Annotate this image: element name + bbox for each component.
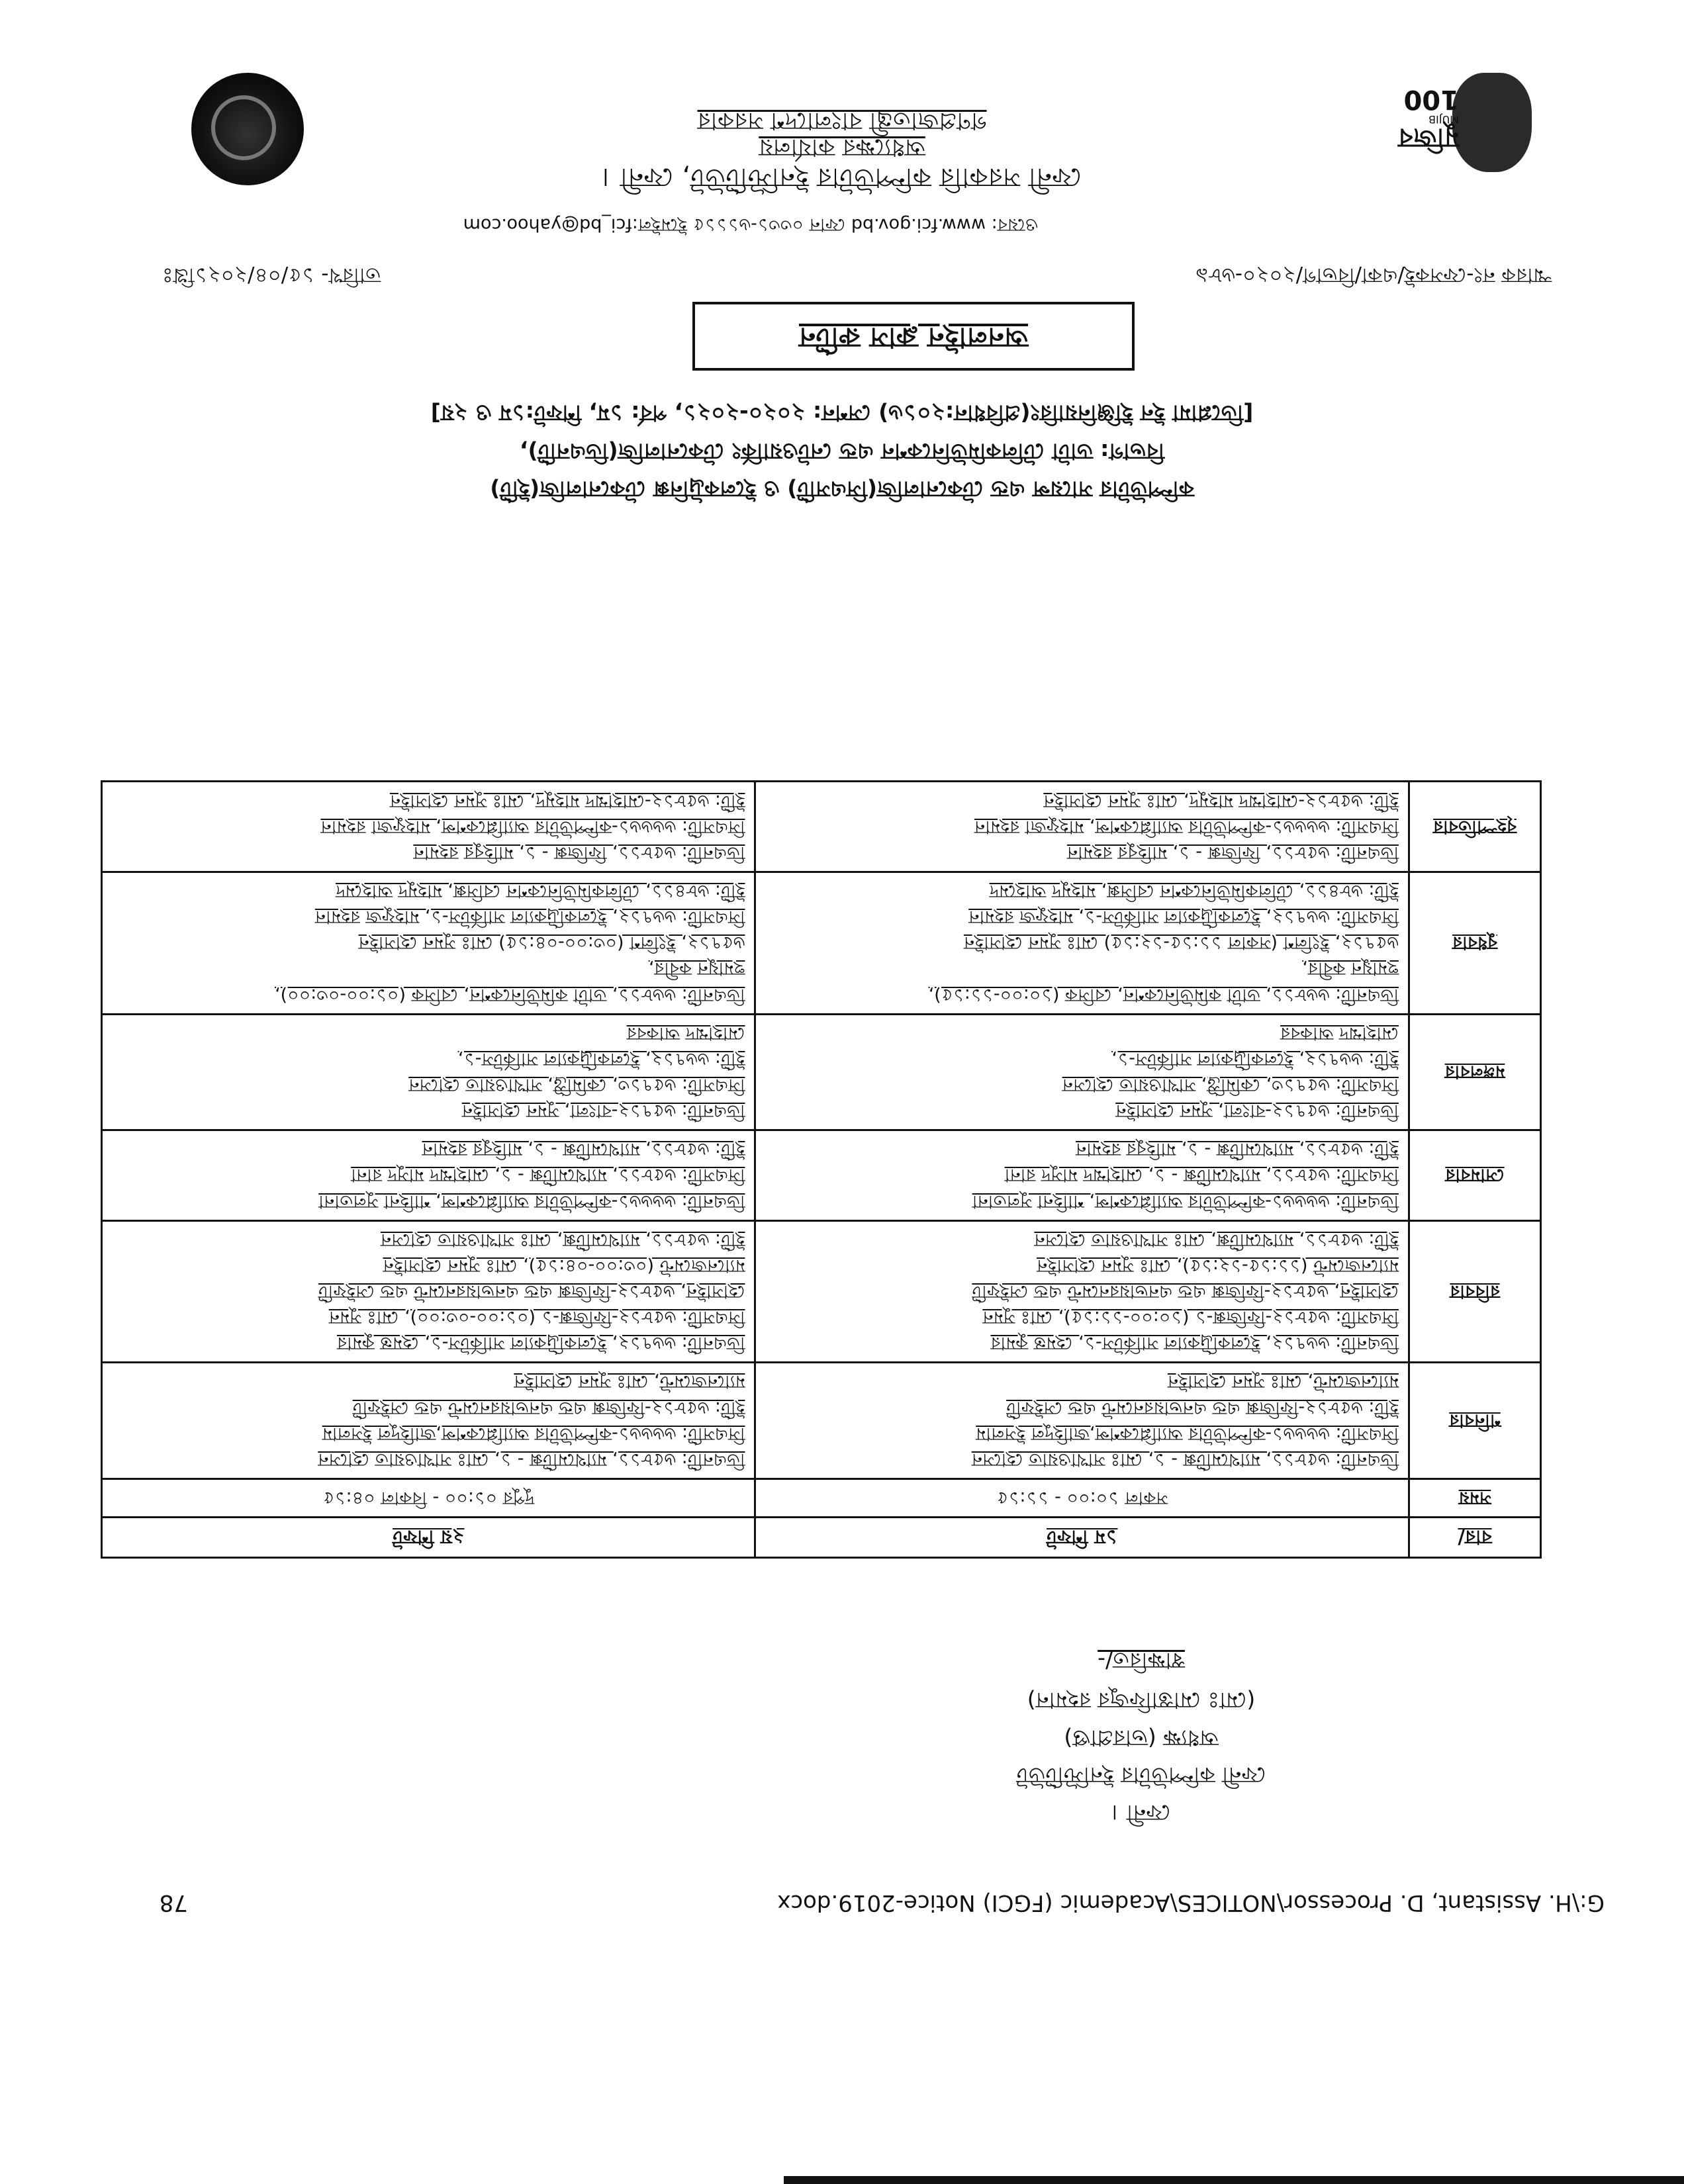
- footer-file-path: G:\H. Assistant, D. Processor\NOTICES\Academic (FGCI) Notice-2019.docx: [777, 1889, 1605, 1916]
- class-entry: ডিএনটি: ৬৫৭১২-বাংলা, সুমন হোসাইন: [1115, 1101, 1399, 1122]
- class-entry: ইটি: ৬৬৭১২, ইলেকট্রিক্যাল সার্কিটস-১,: [1111, 1048, 1399, 1069]
- time-shift1: সকাল ১০:০০ - ১১:১৫: [755, 1479, 1409, 1517]
- class-entry: ডিএনটি: ৬৬৮১১, ডাটা কমিউনিকেশন, বেসিক (০১:০০-০৩:০০),: [274, 984, 745, 1005]
- routine-table: [101, 780, 1542, 1559]
- class-entry: ইটি: ৬৫৮১২-ফিজিক্স এন্ড এনভায়রনমেন্ট এন্ড সেইফটি: [1006, 1397, 1399, 1418]
- shift2-cell: [102, 1363, 755, 1479]
- routine-body: [102, 782, 1541, 1479]
- day-cell: বৃহস্পতিবার: [1409, 782, 1540, 872]
- class-entry: ডিএনটি: ৬৫৭১২-বাংলা, সুমন হোসাইন: [461, 1101, 745, 1122]
- class-entry: মোহাম্মদ আকবর: [1280, 1023, 1399, 1044]
- time-shift2: দুপুর ০১:০০ - বিকাল ০৪:১৫: [102, 1479, 755, 1517]
- notice-subtitle-2: বিভাগ: ডাটা টেলিকমিউনিকেশন এন্ড নেটওয়ার্কিং টেকনোলজি(ডিএনটি),: [519, 439, 1165, 465]
- class-entry: ম্যানেজমেন্ট, মোঃ সুমন হোসাইন: [514, 1371, 745, 1392]
- class-entry: হুমায়ুন কবীর,: [1302, 958, 1399, 979]
- table-header-row: [102, 1517, 1541, 1557]
- shift1-cell: [755, 1363, 1409, 1479]
- day-cell: সোমবার: [1409, 1130, 1540, 1220]
- signatory-institute: ফেনী কম্পিউটার ইনস্টিটিউট: [1016, 1762, 1266, 1788]
- class-entry: ৬৫৭১২, ইংলিশ (সকাল ১১:১৫-১২:১৫) মোঃ সুমন হোসাইন: [963, 933, 1399, 954]
- class-entry: সিএসটি: ৬৫৭১৩, কেমিস্ট্রি, সাখাওয়াত হোসেন: [1062, 1074, 1399, 1095]
- column-header-shift1: ১ম শিফট: [755, 1517, 1409, 1557]
- office-heading: অধ্যক্ষের কার্যালয়: [759, 134, 925, 161]
- logo-text: মুজিব 100: [1398, 84, 1459, 153]
- scan-edge-band: [784, 2176, 1684, 2184]
- class-entry: সিএসটি: ৬৫৮১২-ফিজিক্স-১ (১০:০০-১১:১৫), মোঃ সুমন: [982, 1307, 1399, 1328]
- shift1-cell: [755, 872, 1409, 1014]
- class-entry: ডিএনটি: ৬৬৭১২, ইলেকট্রিক্যাল সার্কিটস-১, হেমন্ত কুমার: [337, 1333, 745, 1354]
- signatory-place: ফেনী ।: [1111, 1800, 1171, 1826]
- class-entry: ইটি: ৬৫৮১২-মোহাম্মদ মাহমুদ, মোঃ সুমন হোসাইন: [389, 790, 745, 811]
- shift1-cell: [755, 1014, 1409, 1130]
- shift2-cell: [102, 1014, 755, 1130]
- signatory-designation: অধ্যক্ষ (ভারপ্রাপ্ত): [1064, 1725, 1219, 1751]
- class-entry: সিএসটি: ৬৬৬৬১-কম্পিউটার অ্যাপ্লিকেশন্স, মাহফুজা রহমান: [974, 816, 1399, 837]
- class-entry: ইটি: ৬৫৮১১, ম্যাথমেটিক্স - ১, মাহিবুর রহমান: [1075, 1139, 1399, 1160]
- shift1-cell: [755, 1130, 1409, 1220]
- class-entry: সিএসটি: ৬৫৮১১, ম্যাথমেটিক্স - ১, মোহাম্মদ মাসুদ রানা: [1004, 1165, 1399, 1186]
- shift1-cell: [755, 782, 1409, 872]
- class-entry: ইটি: ৬৮৪১১, টেলিকমিউনিকেশন বেসিক্স, মাহমুদ আহমেদ: [336, 881, 745, 901]
- notice-subtitle-1: [ডিপ্লোমা ইন ইঞ্জিনিয়ারিং(প্রবিধান:২০১৬) সেশন: ২০২০-২০২১, পর্ব: ১ম, শিফট:১ম ও ২য়]: [430, 400, 1254, 426]
- shift2-cell: [102, 782, 755, 872]
- class-entry: সিএসটি: ৬৬৭১২, ইলেকট্রিক্যাল সার্কিটস-১, মাহফুজ রহমান: [314, 907, 745, 928]
- footer-page-number: 78: [159, 1889, 188, 1916]
- class-entry: ইটি: ৬৮৪১১, টেলিকমিউনিকেশন বেসিক্স, মাহমুদ আহমেদ: [989, 881, 1399, 901]
- day-cell: বুধবার: [1409, 872, 1540, 1014]
- notice-date: তারিখ- ১৫/০৪/২০২১খ্রিঃ: [162, 263, 381, 287]
- class-entry: হোসাইন, ৬৫৮১২-ফিজিক্স এন্ড এনভায়রনমেন্ট এন্ড সেইফটি: [318, 1281, 745, 1302]
- shift2-cell: [102, 872, 755, 1014]
- class-entry: সিএসটি: ৬৫৮১২-ফিজিক্স-১ (০১:০০-০৩:০০), মোঃ সুমন: [328, 1307, 745, 1328]
- class-entry: হুমায়ুন কবীর,: [648, 958, 745, 979]
- class-entry: মোহাম্মদ আকবর: [626, 1023, 745, 1044]
- signatory-name: (মোঃ মোস্তাফিজুর রহমান): [1027, 1688, 1256, 1713]
- notice-subtitle-3: কম্পিউটার সায়েন্স এন্ড টেকনোলজি(সিএসটি) ও ইলেকট্রনিক্স টেকনোলজি(ইটি): [490, 477, 1194, 502]
- class-entry: সিএসটি: ৬৬৬৬১-কম্পিউটার অ্যাপ্লিকেশন্স, মাহফুজা রহমান: [320, 816, 745, 837]
- govt-heading: গণপ্রজাতন্ত্রী বাংলাদেশ সরকার: [697, 107, 987, 134]
- table-row: [102, 1363, 1541, 1479]
- class-entry: সিএসটি: ৬৫৭১৩, কেমিস্ট্রি, সাখাওয়াত হোসেন: [408, 1074, 745, 1095]
- class-entry: ডিএনটি: ৬৬৭১২, ইলেকট্রিক্যাল সার্কিটস-১, হেমন্ত কুমার: [990, 1333, 1399, 1354]
- class-entry: সিএসটি: ৬৫৮১১, ম্যাথমেটিক্স - ১, মোহাম্মদ মাসুদ রানা: [351, 1165, 745, 1186]
- memo-number: স্মারক নং-ফেসকই/একা/বিভাগ/২০২০-৬৮৯: [1195, 263, 1552, 287]
- time-label: সময়: [1409, 1479, 1540, 1517]
- class-entry: ম্যানেজমেন্ট (১১:১৫-১২:১৫), মোঃ সুমন হোসাইন: [1037, 1255, 1399, 1276]
- notice-title: অনলাইন ক্লাস রুটিন: [692, 302, 1135, 371]
- class-entry: ডিএনটি: ৬৬৬৬১-কম্পিউটার অ্যাপ্লিকেশন্স, শাহিনা সুলতানা: [318, 1191, 745, 1212]
- day-cell: রবিবার: [1409, 1220, 1540, 1363]
- contact-line: ওয়েব: www.fci.gov.bd ফোন ০৩৩১-৬১১১৫ ইমেইল:fci_bd@yahoo.com: [463, 214, 1039, 235]
- institute-heading: ফেনী সরকারি কম্পিউটার ইনস্টিটিউট, ফেনী ।: [602, 162, 1082, 193]
- class-entry: ডিএনটি: ৬৫৮১১, ফিজিক্স - ১, মাহিবুর রহমান: [413, 842, 745, 863]
- shift2-cell: [102, 1220, 755, 1363]
- class-entry: সিএসটি: ৬৬৬৬১-কম্পিউটার অ্যাপ্লিকেশন্স,জাহিদুল ইসলাম: [976, 1423, 1399, 1444]
- class-entry: ৬৫৭১২, ইংলিশ (০৩:০০-০৪:১৫) মোঃ সুমন হোসাইন: [358, 933, 745, 954]
- signed-mark: স্বাক্ষরিত/-: [1098, 1648, 1185, 1674]
- shift2-cell: [102, 1130, 755, 1220]
- class-entry: ডিএনটি: ৬৬৬৬১-কম্পিউটার অ্যাপ্লিকেশন্স, শাহিনা সুলতানা: [972, 1191, 1399, 1212]
- day-cell: শনিবার: [1409, 1363, 1540, 1479]
- table-row: [102, 1130, 1541, 1220]
- shift1-cell: [755, 1220, 1409, 1363]
- class-entry: ম্যানেজমেন্ট, মোঃ সুমন হোসাইন: [1167, 1371, 1399, 1392]
- class-entry: ইটি: ৬৬৭১২, ইলেকট্রিক্যাল সার্কিটস-১,: [457, 1048, 745, 1069]
- class-entry: ডিএনটি: ৬৫৮১১, ম্যাথমেটিক্স - ১, মোঃ সাখাওয়াত হোসেন: [318, 1449, 745, 1470]
- class-entry: হোসাইন, ৬৫৮১২-ফিজিক্স এন্ড এনভায়রনমেন্ট এন্ড সেইফটি: [972, 1281, 1399, 1302]
- logo-small-text: MUJIB: [1428, 113, 1459, 126]
- day-cell: মঙ্গলবার: [1409, 1014, 1540, 1130]
- table-row: [102, 782, 1541, 872]
- class-entry: ডিএনটি: ৬৫৮১১, ম্যাথমেটিক্স - ১, মোঃ সাখাওয়াত হোসেন: [971, 1449, 1399, 1470]
- class-entry: ইটি: ৬৫৮১১, ম্যাথমেটিক্স, মোঃ সাখাওয়াত হোসেন: [1034, 1229, 1399, 1250]
- table-row: [102, 872, 1541, 1014]
- column-header-day: বার/: [1409, 1517, 1540, 1557]
- class-entry: ডিএনটি: ৬৫৮১১, ফিজিক্স - ১, মাহিবুর রহমান: [1066, 842, 1399, 863]
- class-entry: ইটি: ৬৫৮১১, ম্যাথমেটিক্স, মোঃ সাখাওয়াত হোসেন: [380, 1229, 745, 1250]
- class-entry: ইটি: ৬৫৮১২-ফিজিক্স এন্ড এনভায়রনমেন্ট এন্ড সেইফটি: [352, 1397, 745, 1418]
- class-entry: ইটি: ৬৫৮১২-মোহাম্মদ মাহমুদ, মোঃ সুমন হোসাইন: [1043, 790, 1399, 811]
- column-header-shift2: ২য় শিফট: [102, 1517, 755, 1557]
- class-entry: ইটি: ৬৫৮১১, ম্যাথমেটিক্স - ১, মাহিবুর রহমান: [422, 1139, 745, 1160]
- class-entry: সিএসটি: ৬৬৬৬১-কম্পিউটার অ্যাপ্লিকেশন্স,জাহিদুল ইসলাম: [322, 1423, 745, 1444]
- class-entry: সিএসটি: ৬৬৭১২, ইলেকট্রিক্যাল সার্কিটস-১, মাহফুজ রহমান: [968, 907, 1399, 928]
- table-row: [102, 1220, 1541, 1363]
- class-entry: ম্যানেজমেন্ট (০৩:০০-০৪:১৫), মোঃ সুমন হোসাইন: [383, 1255, 745, 1276]
- class-entry: ডিএনটি: ৬৬৮১১, ডাটা কমিউনিকেশন, বেসিক (১০:০০-১১:১৫),: [928, 984, 1399, 1005]
- time-row: [102, 1479, 1541, 1517]
- table-row: [102, 1014, 1541, 1130]
